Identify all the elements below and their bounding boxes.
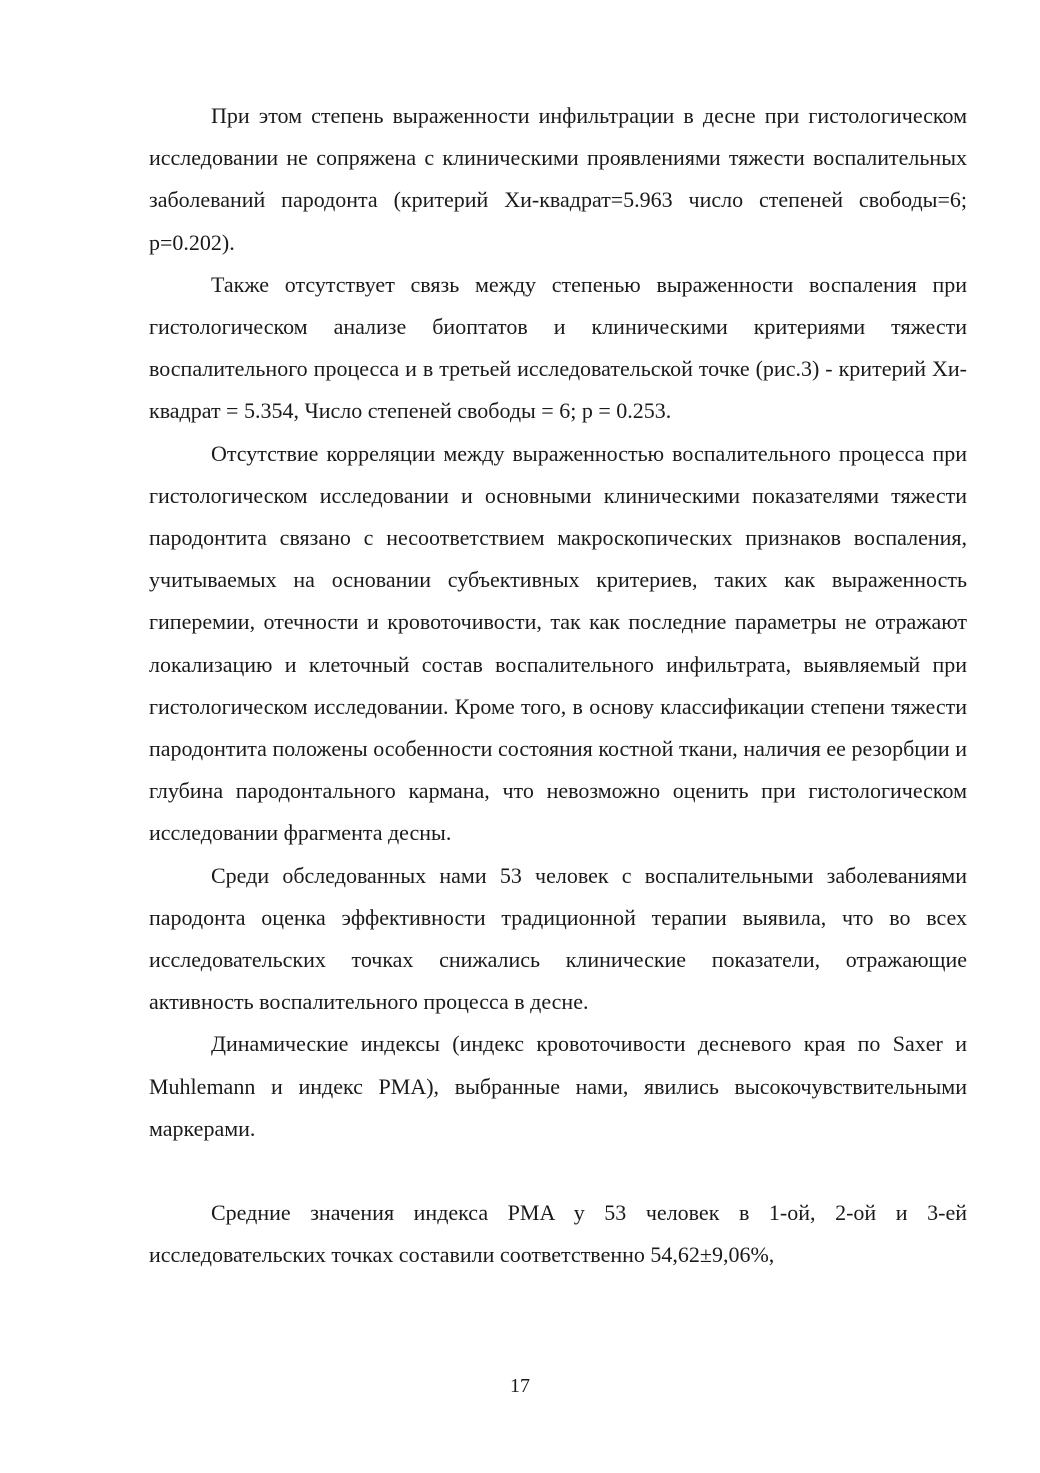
- page-number: 17: [510, 1375, 530, 1397]
- document-page: [149, 95, 967, 1276]
- paragraph-inflammation-link: Также отсутствует связь между степенью выраженности воспаления при гистологическом анализе биоптатов и клиническими критериями тяжести воспалительного процесса и в третьей исследовательской точке (рис.3) - критерий Хи-квадрат = 5.354, Число степеней свободы = 6; p = 0.253.: [149, 271, 967, 424]
- paragraph-pma-values: Средние значения индекса PMA у 53 человек в 1-ой, 2-ой и 3-ей исследовательских точках составили соответственно 54,62±9,06%,: [149, 1200, 967, 1268]
- paragraph-therapy: Среди обследованных нами 53 человек с воспалительными заболеваниями пародонта оценка эффективности традиционной терапии выявила, что во всех исследовательских точках снижались клинические показатели, отражающие активность воспалительного процесса в десне.: [149, 862, 967, 1015]
- paragraph-indices: Динамические индексы (индекс кровоточивости десневого края по Saxer и Muhlemann и индекс PMA), выбранные нами, явились высокочувствительными маркерами.: [149, 1031, 967, 1141]
- paragraph-correlation: Отсутствие корреляции между выраженностью воспалительного процесса при гистологическом исследовании и основными клиническими показателями тяжести пародонтита связано с несоответствием макроскопических признаков воспаления, учитываемых на основании субъективных критериев, таких как выраженность гиперемии, отечности и кровоточивости, так как последние параметры не отражают локализацию и клеточный состав воспалительного инфильтрата, выявляемый при гистологическом исследовании. Кроме того, в основу классификации степени тяжести пародонтита положены особенности состояния костной ткани, наличия ее резорбции и глубина пародонтального кармана, что невозможно оценить при гистологическом исследовании фрагмента десны.: [149, 440, 967, 846]
- paragraph-gap: [149, 1150, 967, 1192]
- paragraph-infiltration: При этом степень выраженности инфильтрации в десне при гистологическом исследовании не сопряжена с клиническими проявлениями тяжести воспалительных заболеваний пародонта (критерий Хи-квадрат=5.963 число степеней свободы=6; p=0.202).: [149, 103, 967, 255]
